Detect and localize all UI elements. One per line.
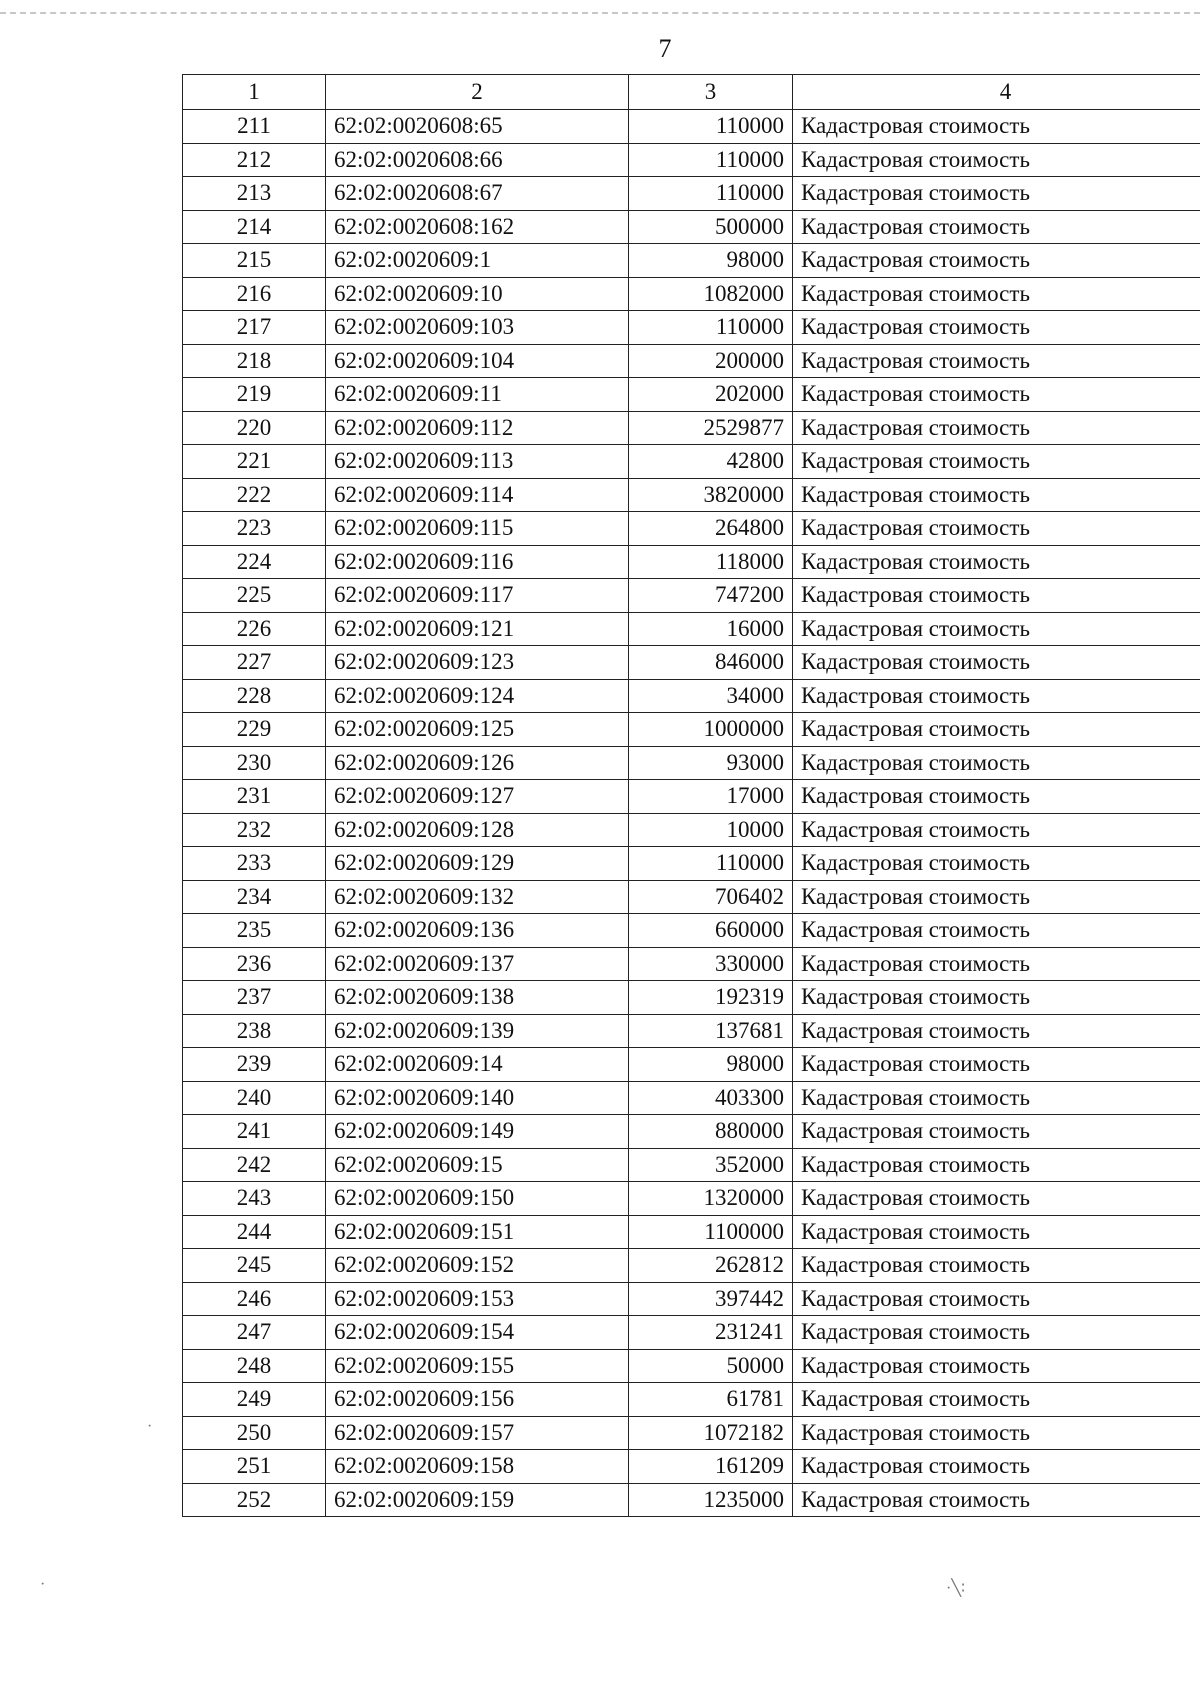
value-cell: 137681: [629, 1014, 793, 1048]
cadastral-number-cell: 62:02:0020609:14: [326, 1048, 629, 1082]
table-row: [183, 1450, 1200, 1484]
value-cell: 17000: [629, 780, 793, 814]
row-number-cell: 241: [183, 1115, 326, 1149]
cadastral-number-cell: 62:02:0020608:65: [326, 110, 629, 144]
value-cell: 264800: [629, 512, 793, 546]
table-row: [183, 1182, 1200, 1216]
value-type-cell: Кадастровая стоимость: [793, 411, 1200, 445]
table-row: [183, 210, 1200, 244]
value-cell: 1320000: [629, 1182, 793, 1216]
value-type-cell: Кадастровая стоимость: [793, 1048, 1200, 1082]
table-row: [183, 277, 1200, 311]
cadastral-number-cell: 62:02:0020609:127: [326, 780, 629, 814]
table-row: [183, 1115, 1200, 1149]
table-row: [183, 411, 1200, 445]
value-type-cell: Кадастровая стоимость: [793, 1249, 1200, 1283]
row-number-cell: 236: [183, 947, 326, 981]
cadastral-number-cell: 62:02:0020608:162: [326, 210, 629, 244]
value-type-cell: Кадастровая стоимость: [793, 277, 1200, 311]
cadastral-number-cell: 62:02:0020609:153: [326, 1282, 629, 1316]
row-number-cell: 225: [183, 579, 326, 613]
value-type-cell: Кадастровая стоимость: [793, 579, 1200, 613]
value-type-cell: Кадастровая стоимость: [793, 947, 1200, 981]
table-body: [183, 110, 1200, 1517]
value-type-cell: Кадастровая стоимость: [793, 914, 1200, 948]
row-number-cell: 237: [183, 981, 326, 1015]
row-number-cell: 243: [183, 1182, 326, 1216]
value-cell: 42800: [629, 445, 793, 479]
row-number-cell: 224: [183, 545, 326, 579]
table-row: [183, 679, 1200, 713]
table-row: [183, 1215, 1200, 1249]
value-cell: 98000: [629, 1048, 793, 1082]
table-row: [183, 780, 1200, 814]
row-number-cell: 242: [183, 1148, 326, 1182]
value-cell: 330000: [629, 947, 793, 981]
value-cell: 1100000: [629, 1215, 793, 1249]
table-row: [183, 478, 1200, 512]
value-type-cell: Кадастровая стоимость: [793, 1483, 1200, 1517]
cadastral-number-cell: 62:02:0020609:128: [326, 813, 629, 847]
table-row: [183, 813, 1200, 847]
cadastral-number-cell: 62:02:0020609:136: [326, 914, 629, 948]
value-type-cell: Кадастровая стоимость: [793, 679, 1200, 713]
row-number-cell: 231: [183, 780, 326, 814]
value-type-cell: Кадастровая стоимость: [793, 1014, 1200, 1048]
value-type-cell: Кадастровая стоимость: [793, 110, 1200, 144]
value-type-cell: Кадастровая стоимость: [793, 612, 1200, 646]
row-number-cell: 223: [183, 512, 326, 546]
scan-edge-line: [0, 12, 1200, 20]
row-number-cell: 246: [183, 1282, 326, 1316]
cadastral-number-cell: 62:02:0020609:151: [326, 1215, 629, 1249]
row-number-cell: 245: [183, 1249, 326, 1283]
cadastral-number-cell: 62:02:0020608:67: [326, 177, 629, 211]
cadastral-number-cell: 62:02:0020609:117: [326, 579, 629, 613]
value-cell: 500000: [629, 210, 793, 244]
row-number-cell: 249: [183, 1383, 326, 1417]
table-row: [183, 512, 1200, 546]
value-type-cell: Кадастровая стоимость: [793, 847, 1200, 881]
value-type-cell: Кадастровая стоимость: [793, 1450, 1200, 1484]
value-type-cell: Кадастровая стоимость: [793, 1316, 1200, 1350]
cadastral-number-cell: 62:02:0020609:150: [326, 1182, 629, 1216]
row-number-cell: 228: [183, 679, 326, 713]
cadastral-number-cell: 62:02:0020609:158: [326, 1450, 629, 1484]
table-row: [183, 1249, 1200, 1283]
value-type-cell: Кадастровая стоимость: [793, 143, 1200, 177]
cadastral-number-cell: 62:02:0020609:137: [326, 947, 629, 981]
table-row: [183, 177, 1200, 211]
cadastral-number-cell: 62:02:0020609:1: [326, 244, 629, 278]
row-number-cell: 250: [183, 1416, 326, 1450]
cadastral-number-cell: 62:02:0020609:138: [326, 981, 629, 1015]
row-number-cell: 227: [183, 646, 326, 680]
cadastral-number-cell: 62:02:0020608:66: [326, 143, 629, 177]
row-number-cell: 218: [183, 344, 326, 378]
table-row: [183, 847, 1200, 881]
cadastral-number-cell: 62:02:0020609:121: [326, 612, 629, 646]
row-number-cell: 215: [183, 244, 326, 278]
value-cell: 1082000: [629, 277, 793, 311]
header-row: [183, 75, 1200, 110]
table-row: [183, 713, 1200, 747]
table-row: [183, 746, 1200, 780]
value-type-cell: Кадастровая стоимость: [793, 244, 1200, 278]
row-number-cell: 252: [183, 1483, 326, 1517]
value-cell: 98000: [629, 244, 793, 278]
value-type-cell: Кадастровая стоимость: [793, 478, 1200, 512]
row-number-cell: 239: [183, 1048, 326, 1082]
table-row: [183, 143, 1200, 177]
table-row: [183, 1282, 1200, 1316]
value-cell: 3820000: [629, 478, 793, 512]
cadastral-number-cell: 62:02:0020609:159: [326, 1483, 629, 1517]
value-type-cell: Кадастровая стоимость: [793, 512, 1200, 546]
cadastral-number-cell: 62:02:0020609:11: [326, 378, 629, 412]
value-cell: 880000: [629, 1115, 793, 1149]
value-cell: 110000: [629, 847, 793, 881]
row-number-cell: 244: [183, 1215, 326, 1249]
row-number-cell: 216: [183, 277, 326, 311]
table-row: [183, 1081, 1200, 1115]
cadastral-number-cell: 62:02:0020609:157: [326, 1416, 629, 1450]
value-type-cell: Кадастровая стоимость: [793, 1349, 1200, 1383]
cadastral-number-cell: 62:02:0020609:132: [326, 880, 629, 914]
table-row: [183, 110, 1200, 144]
header-col-2: 2: [326, 75, 629, 110]
value-type-cell: Кадастровая стоимость: [793, 713, 1200, 747]
value-cell: 110000: [629, 311, 793, 345]
value-cell: 93000: [629, 746, 793, 780]
table-row: [183, 378, 1200, 412]
cadastral-number-cell: 62:02:0020609:112: [326, 411, 629, 445]
value-type-cell: Кадастровая стоимость: [793, 1081, 1200, 1115]
value-type-cell: Кадастровая стоимость: [793, 1148, 1200, 1182]
value-cell: 1000000: [629, 713, 793, 747]
table-row: [183, 445, 1200, 479]
value-cell: 118000: [629, 545, 793, 579]
value-type-cell: Кадастровая стоимость: [793, 445, 1200, 479]
value-cell: 202000: [629, 378, 793, 412]
cadastral-number-cell: 62:02:0020609:126: [326, 746, 629, 780]
cadastral-number-cell: 62:02:0020609:152: [326, 1249, 629, 1283]
value-cell: 1072182: [629, 1416, 793, 1450]
value-type-cell: Кадастровая стоимость: [793, 813, 1200, 847]
scan-speck: ·: [147, 1418, 153, 1435]
table-row: [183, 311, 1200, 345]
table-row: [183, 947, 1200, 981]
value-type-cell: Кадастровая стоимость: [793, 646, 1200, 680]
value-type-cell: Кадастровая стоимость: [793, 1416, 1200, 1450]
cadastral-number-cell: 62:02:0020609:103: [326, 311, 629, 345]
row-number-cell: 247: [183, 1316, 326, 1350]
row-number-cell: 217: [183, 311, 326, 345]
registry-table: [182, 74, 1200, 1517]
value-cell: 403300: [629, 1081, 793, 1115]
value-cell: 110000: [629, 143, 793, 177]
cadastral-number-cell: 62:02:0020609:149: [326, 1115, 629, 1149]
row-number-cell: 212: [183, 143, 326, 177]
value-cell: 262812: [629, 1249, 793, 1283]
cadastral-number-cell: 62:02:0020609:15: [326, 1148, 629, 1182]
value-type-cell: Кадастровая стоимость: [793, 311, 1200, 345]
header-col-1: 1: [183, 75, 326, 110]
cadastral-number-cell: 62:02:0020609:155: [326, 1349, 629, 1383]
header-col-3: 3: [629, 75, 793, 110]
table-row: [183, 244, 1200, 278]
value-type-cell: Кадастровая стоимость: [793, 344, 1200, 378]
row-number-cell: 235: [183, 914, 326, 948]
value-cell: 50000: [629, 1349, 793, 1383]
value-cell: 61781: [629, 1383, 793, 1417]
cadastral-number-cell: 62:02:0020609:124: [326, 679, 629, 713]
value-type-cell: Кадастровая стоимость: [793, 1215, 1200, 1249]
value-cell: 846000: [629, 646, 793, 680]
value-cell: 110000: [629, 110, 793, 144]
value-cell: 397442: [629, 1282, 793, 1316]
cadastral-number-cell: 62:02:0020609:10: [326, 277, 629, 311]
cadastral-number-cell: 62:02:0020609:125: [326, 713, 629, 747]
table-row: [183, 1416, 1200, 1450]
registry-table-container: [182, 74, 1150, 1517]
value-cell: 200000: [629, 344, 793, 378]
cadastral-number-cell: 62:02:0020609:139: [326, 1014, 629, 1048]
row-number-cell: 232: [183, 813, 326, 847]
table-row: [183, 1148, 1200, 1182]
cadastral-number-cell: 62:02:0020609:140: [326, 1081, 629, 1115]
value-type-cell: Кадастровая стоимость: [793, 746, 1200, 780]
row-number-cell: 251: [183, 1450, 326, 1484]
table-row: [183, 1316, 1200, 1350]
scan-speck: ·: [40, 1576, 46, 1593]
table-row: [183, 1014, 1200, 1048]
row-number-cell: 248: [183, 1349, 326, 1383]
table-row: [183, 981, 1200, 1015]
cadastral-number-cell: 62:02:0020609:113: [326, 445, 629, 479]
value-type-cell: Кадастровая стоимость: [793, 210, 1200, 244]
cadastral-number-cell: 62:02:0020609:154: [326, 1316, 629, 1350]
table-row: [183, 1048, 1200, 1082]
table-row: [183, 612, 1200, 646]
row-number-cell: 222: [183, 478, 326, 512]
row-number-cell: 219: [183, 378, 326, 412]
value-type-cell: Кадастровая стоимость: [793, 981, 1200, 1015]
value-cell: 1235000: [629, 1483, 793, 1517]
table-row: [183, 880, 1200, 914]
value-cell: 747200: [629, 579, 793, 613]
value-type-cell: Кадастровая стоимость: [793, 1383, 1200, 1417]
row-number-cell: 220: [183, 411, 326, 445]
value-cell: 110000: [629, 177, 793, 211]
table-row: [183, 1483, 1200, 1517]
value-cell: 10000: [629, 813, 793, 847]
value-type-cell: Кадастровая стоимость: [793, 1182, 1200, 1216]
cadastral-number-cell: 62:02:0020609:114: [326, 478, 629, 512]
table-row: [183, 914, 1200, 948]
row-number-cell: 240: [183, 1081, 326, 1115]
value-cell: 192319: [629, 981, 793, 1015]
value-type-cell: Кадастровая стоимость: [793, 780, 1200, 814]
cadastral-number-cell: 62:02:0020609:116: [326, 545, 629, 579]
cadastral-number-cell: 62:02:0020609:129: [326, 847, 629, 881]
table-row: [183, 545, 1200, 579]
value-cell: 352000: [629, 1148, 793, 1182]
row-number-cell: 221: [183, 445, 326, 479]
value-type-cell: Кадастровая стоимость: [793, 545, 1200, 579]
value-type-cell: Кадастровая стоимость: [793, 378, 1200, 412]
cadastral-number-cell: 62:02:0020609:104: [326, 344, 629, 378]
value-type-cell: Кадастровая стоимость: [793, 177, 1200, 211]
value-cell: 660000: [629, 914, 793, 948]
footer-mark: ·╲∶: [946, 1580, 966, 1597]
row-number-cell: 238: [183, 1014, 326, 1048]
row-number-cell: 234: [183, 880, 326, 914]
row-number-cell: 229: [183, 713, 326, 747]
cadastral-number-cell: 62:02:0020609:115: [326, 512, 629, 546]
row-number-cell: 230: [183, 746, 326, 780]
row-number-cell: 213: [183, 177, 326, 211]
row-number-cell: 214: [183, 210, 326, 244]
page-number: 7: [658, 34, 672, 63]
value-type-cell: Кадастровая стоимость: [793, 1282, 1200, 1316]
table-row: [183, 646, 1200, 680]
header-col-4: 4: [793, 75, 1200, 110]
cadastral-number-cell: 62:02:0020609:156: [326, 1383, 629, 1417]
value-type-cell: Кадастровая стоимость: [793, 1115, 1200, 1149]
table-row: [183, 1349, 1200, 1383]
value-type-cell: Кадастровая стоимость: [793, 880, 1200, 914]
table-row: [183, 344, 1200, 378]
row-number-cell: 233: [183, 847, 326, 881]
cadastral-number-cell: 62:02:0020609:123: [326, 646, 629, 680]
value-cell: 2529877: [629, 411, 793, 445]
table-row: [183, 579, 1200, 613]
value-cell: 161209: [629, 1450, 793, 1484]
row-number-cell: 226: [183, 612, 326, 646]
value-cell: 706402: [629, 880, 793, 914]
table-row: [183, 1383, 1200, 1417]
value-cell: 231241: [629, 1316, 793, 1350]
value-cell: 16000: [629, 612, 793, 646]
row-number-cell: 211: [183, 110, 326, 144]
value-cell: 34000: [629, 679, 793, 713]
